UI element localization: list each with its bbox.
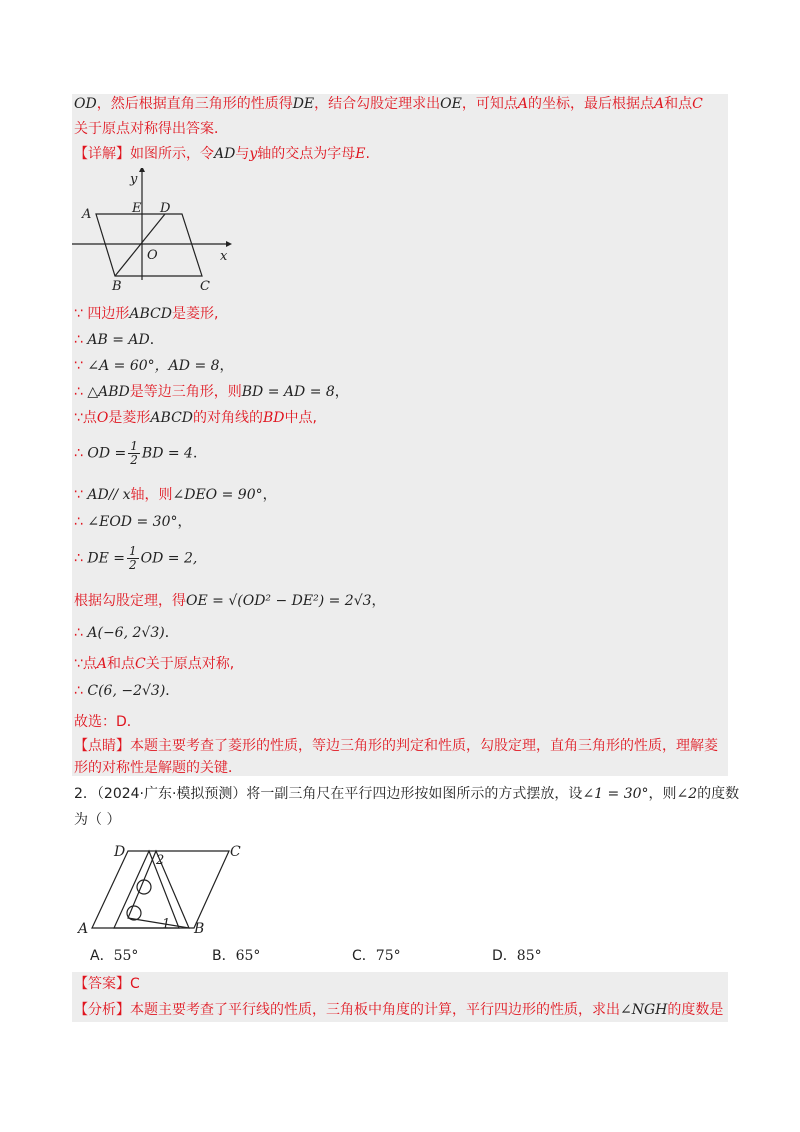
comment-line-1: 【点睛】本题主要考查了菱形的性质，等边三角形的判定和性质，勾股定理，直角三角形的性质，理解菱 xyxy=(74,738,718,754)
step-9: ∴ DE = $\frac{1}{2}$ OD = 2, xyxy=(74,544,198,572)
step-1: ∵ 四边形ABCD是菱形, xyxy=(74,306,219,322)
answer-line xyxy=(74,974,140,994)
step-6: ∴ OD = $\frac{1}{2}$ BD = 4． xyxy=(74,439,207,467)
fraction: $\frac{1}{2}$ xyxy=(129,544,137,572)
step-2: ∴ AB = AD． xyxy=(74,332,164,348)
step-13: ∴ C(6, −2√3)． xyxy=(74,683,180,699)
label-A: A xyxy=(78,921,89,937)
step-8: ∴ ∠EOD = 30°， xyxy=(74,514,192,530)
comment-line-2: 形的对称性是解题的关键． xyxy=(74,760,242,776)
label-D: D xyxy=(160,201,171,216)
step-3: ∵ ∠A = 60°，AD = 8， xyxy=(74,358,234,374)
choice-line: 故选：D． xyxy=(74,714,141,730)
question2-line-1: 2．（2024·广东·模拟预测）将一副三角尺在平行四边形按如图所示的方式摆放，设∠1 = 30°，则∠2的度数 xyxy=(74,786,740,802)
label-x: x xyxy=(220,249,228,264)
label-E: E xyxy=(132,201,142,216)
step-12: ∵点A和点C关于原点对称, xyxy=(74,656,235,672)
answer-tag: 【答案】 xyxy=(74,976,130,992)
label-D: D xyxy=(114,844,126,860)
answer-value: C xyxy=(130,976,140,992)
step-5: ∵点O是菱形ABCD的对角线的BD中点, xyxy=(74,410,317,426)
option-b[interactable]: B．65° xyxy=(212,948,261,964)
label-C: C xyxy=(200,279,210,293)
detail-line: 【详解】如图所示，令AD与y轴的交点为字母E. xyxy=(74,146,370,162)
label-C: C xyxy=(230,844,241,860)
label-2: 2 xyxy=(156,853,165,868)
question2-line-2: 为（ ） xyxy=(74,812,121,828)
step-7: ∵ AD// x轴，则∠DEO = 90°， xyxy=(74,487,277,503)
option-d[interactable]: D．85° xyxy=(492,948,542,964)
analysis2-line: 【分析】本题主要考查了平行线的性质，三角板中角度的计算，平行四边形的性质，求出∠NGH的度数是 xyxy=(74,1002,724,1018)
label-A: A xyxy=(82,207,92,222)
step-4: ∴ △ABD是等边三角形，则BD = AD = 8， xyxy=(74,384,349,400)
option-a[interactable]: A．55° xyxy=(90,948,139,964)
label-1: 1 xyxy=(162,917,171,932)
detail-tag: 【详解】 xyxy=(74,146,130,162)
label-O: O xyxy=(147,248,158,263)
label-y: y xyxy=(130,172,138,187)
step-11: ∴ A(−6, 2√3)． xyxy=(74,625,179,641)
label-B: B xyxy=(112,279,122,293)
analysis2-tag: 【分析】 xyxy=(74,1002,130,1018)
step-10: 根据勾股定理，得OE = √(OD² − DE²) = 2√3， xyxy=(74,593,386,609)
label-B: B xyxy=(194,921,205,937)
analysis-line-1: OD，然后根据直角三角形的性质得DE，结合勾股定理求出OE，可知点A的坐标，最后根据点A和点C xyxy=(74,96,703,112)
parallelogram-figure xyxy=(74,838,254,938)
rhombus-figure xyxy=(72,168,242,293)
option-c[interactable]: C．75° xyxy=(352,948,401,964)
analysis-line-2: 关于原点对称得出答案． xyxy=(74,121,228,137)
comment-tag: 【点睛】 xyxy=(74,738,130,754)
fraction: $\frac{1}{2}$ xyxy=(130,439,138,467)
